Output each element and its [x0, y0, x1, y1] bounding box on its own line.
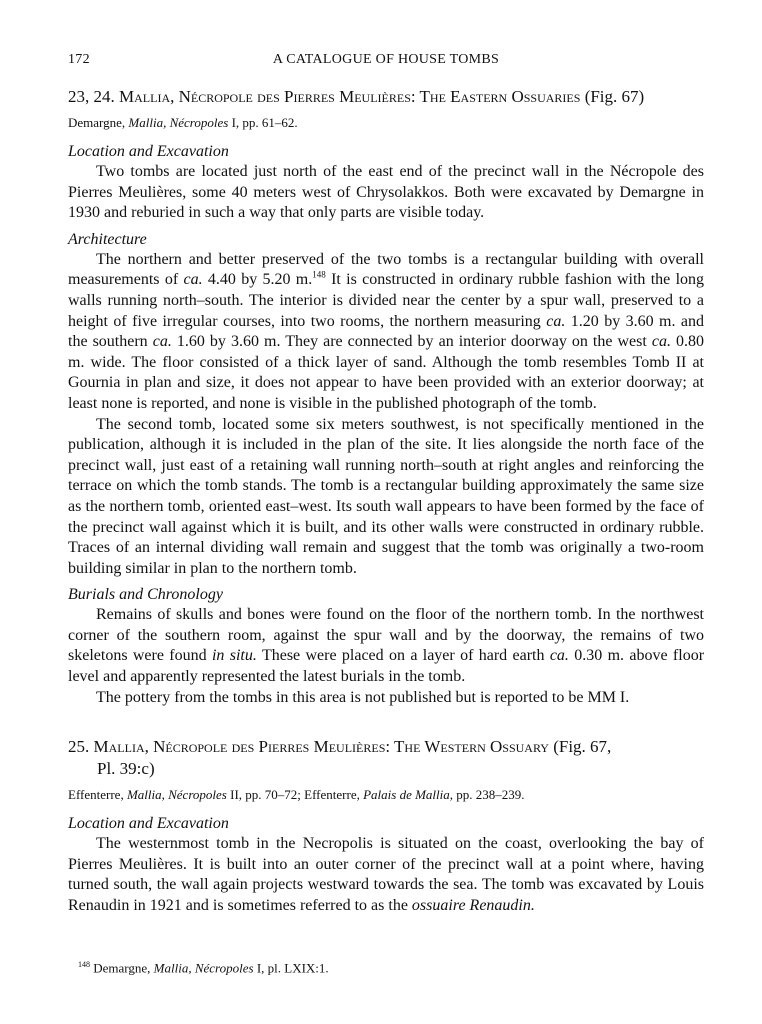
book-page — [68, 52, 704, 917]
footnote: $^{148}$ Demargne, Mallia, Nécropoles I, pl. LXIX:1. — [78, 960, 329, 976]
section-heading: Location and Excavation — [68, 143, 229, 160]
plate-reference: Pl. 39:c) — [97, 759, 155, 779]
section-location-excavation-2 — [68, 814, 704, 916]
entry-title-25 — [68, 736, 704, 780]
running-title: A CATALOGUE OF HOUSE TOMBS — [272, 52, 500, 67]
figure-reference: (Fig. 67, — [553, 737, 612, 757]
footnote-ref: 148 — [312, 270, 326, 281]
footnote-number: 148 — [78, 960, 90, 969]
entry-number: 25. — [68, 737, 90, 757]
figure-reference: (Fig. 67) — [584, 87, 645, 106]
paragraph: Two tombs are located just north of the east end of the precinct wall in the Nécropole des Pierres Meulières, some 40 meters west of Chrysolakkos. Both were excavated by Demargne in 1930 and reburied in such a way that only parts are visible today. — [68, 163, 704, 222]
section-heading: Location and Excavation — [68, 815, 229, 833]
section-heading: Burials and Chronology — [68, 586, 223, 604]
section-architecture — [68, 230, 704, 580]
section-heading: Architecture — [68, 230, 147, 248]
paragraph: Remains of skulls and bones were found on the floor of the northern tomb. In the northwest corner of the southern room, against the spur wall and by the doorway, the remains of two skeletons were found in situ. These were placed on a layer of hard earth ca. 0.30 m. above floor level and apparently represented the latest burials in the tomb. — [68, 606, 705, 686]
page-number: 172 — [68, 52, 90, 67]
section-location-excavation — [68, 142, 704, 224]
paragraph: The northern and better preserved of the two tombs is a rectangular building with overall measurements of ca. 4.40 by 5.20 m.$^{148}$ It is constructed in ordinary rubble fashion with the long walls running north–south. The interior is divided near the center by a spur wall, preserved to a height of five irregular courses, into two rooms, the northern measuring ca. 1.20 by 3.60 m. and the southern ca. 1.60 by 3.60 m. They are connected by an interior doorway on the west ca. 0.80 m. wide. The floor consisted of a thick layer of sand. Although the tomb resembles Tomb II at Gournia in plan and size, it does not appear to have been provided with an exterior doorway; at least none is reported, and none is visible in the published photograph of the tomb. — [68, 250, 705, 412]
paragraph: The second tomb, located some six meters southwest, is not specifically mentioned in the publication, although it is included in the plan of the site. It lies alongside the north face of the precinct wall, just east of a retaining wall running north–south at right angles and reinforcing the terrace on which the tomb stands. The tomb is a rectangular building approximately the same size as the northern tomb, oriented east–west. Its south wall appears to have been formed by the face of the precinct wall against which it is built, and its other walls were constructed in ordinary rubble. Traces of an internal dividing wall remain and suggest that the tomb was originally a two-room building similar in plan to the northern tomb. — [68, 415, 704, 577]
entry-number: 23, 24. — [68, 87, 115, 106]
paragraph: The pottery from the tombs in this area is not published but is reported to be MM I. — [96, 688, 630, 706]
entry-heading: Mallia, Nécropole des Pierres Meulières: The Eastern Ossuaries — [119, 87, 581, 106]
running-head — [68, 52, 704, 72]
bibliography: Demargne, Mallia, Nécropoles I, pp. 61–62. — [68, 115, 298, 130]
bibliography: Effenterre, Mallia, Nécropoles II, pp. 70–72; Effenterre, Palais de Mallia, pp. 238–239. — [68, 787, 525, 803]
entry-heading: Mallia, Nécropole des Pierres Meulières: The Western Ossuary — [93, 737, 549, 757]
entry-title-23-24 — [68, 86, 704, 108]
paragraph: The westernmost tomb in the Necropolis is situated on the coast, overlooking the bay of Pierres Meulières. It is built into an outer corner of the precinct wall at a point where, having turned south, the wall again projects westward towards the sea. The tomb was excavated by Louis Renaudin in 1921 and is sometimes referred to as the ossuaire Renaudin. — [68, 835, 704, 915]
section-burials-chronology — [68, 585, 704, 708]
